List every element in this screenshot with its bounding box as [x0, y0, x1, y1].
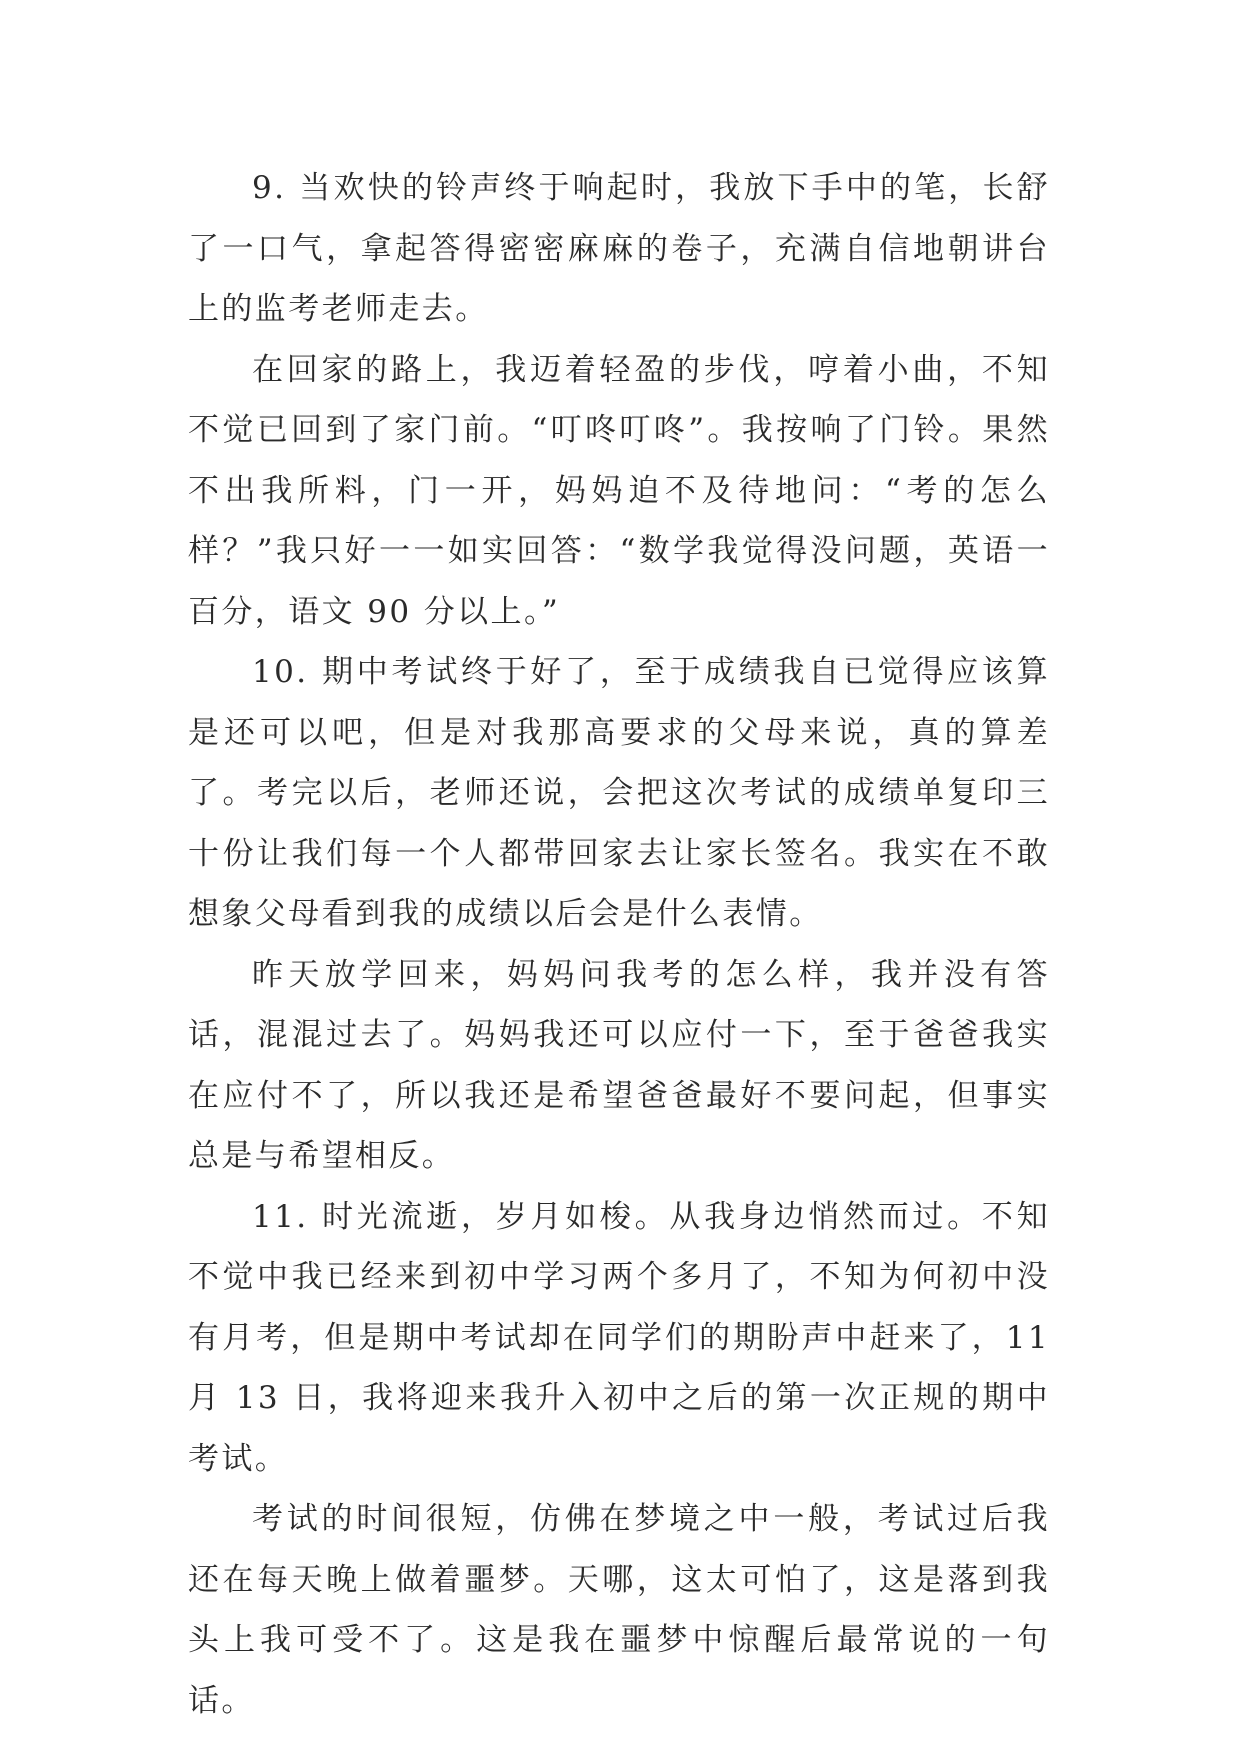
- document-body: [188, 158, 1050, 1731]
- paragraph-going-home: 在回家的路上，我迈着轻盈的步伐，哼着小曲，不知不觉已回到了家门前。“叮咚叮咚”。我按响了门铃。果然不出我所料，门一开，妈妈迫不及待地问：“考的怎么样？”我只好一一如实回答：“数学我觉得没问题，英语一百分，语文 90 分以上。”: [188, 351, 1050, 630]
- paragraph-yesterday: 昨天放学回来，妈妈问我考的怎么样，我并没有答话，混混过去了。妈妈我还可以应付一下，至于爸爸我实在应付不了，所以我还是希望爸爸最好不要问起，但事实总是与希望相反。: [188, 956, 1050, 1174]
- paragraph-9: 9. 当欢快的铃声终于响起时，我放下手中的笔，长舒了一口气，拿起答得密密麻麻的卷子，充满自信地朝讲台上的监考老师走去。: [188, 170, 1050, 327]
- paragraph-nightmare: 考试的时间很短，仿佛在梦境之中一般，考试过后我还在每天晚上做着噩梦。天哪，这太可怕了，这是落到我头上我可受不了。这是我在噩梦中惊醒后最常说的一句话。: [188, 1501, 1050, 1719]
- paragraph-11: 11. 时光流逝，岁月如梭。从我身边悄然而过。不知不觉中我已经来到初中学习两个多月了，不知为何初中没有月考，但是期中考试却在同学们的期盼声中赶来了，11 月 13 日，我将迎来我升入初中之后的第一次正规的期中考试。: [188, 1198, 1050, 1477]
- paragraph-10: 10. 期中考试终于好了，至于成绩我自已觉得应该算是还可以吧，但是对我那高要求的父母来说，真的算差了。考完以后，老师还说，会把这次考试的成绩单复印三十份让我们每一个人都带回家去让家长签名。我实在不敢想象父母看到我的成绩以后会是什么表情。: [188, 654, 1050, 932]
